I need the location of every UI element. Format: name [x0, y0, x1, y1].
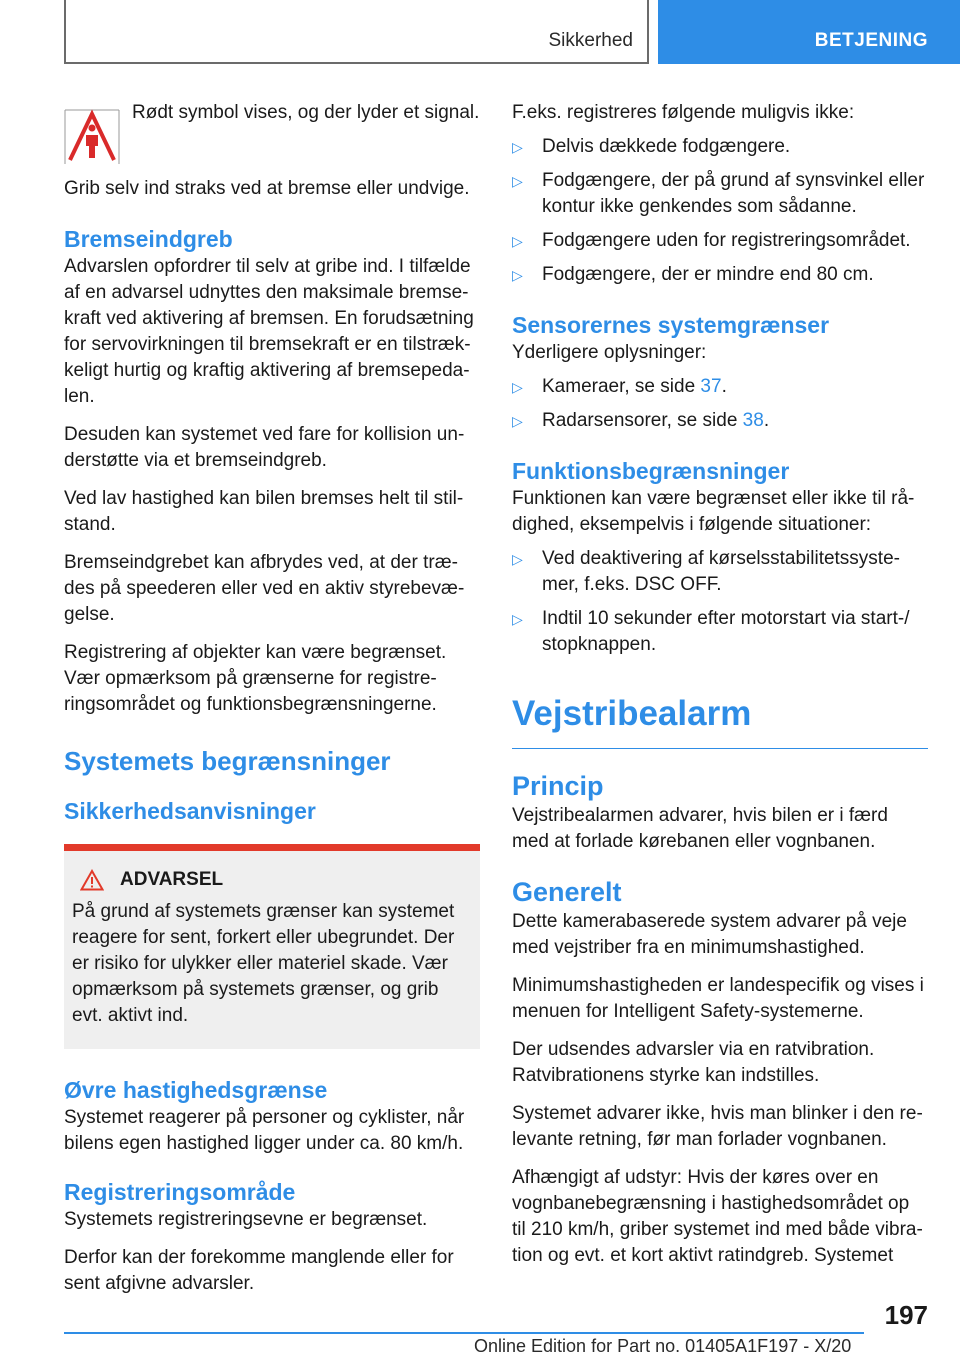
signal-text: Rødt symbol vises, og der lyder et signal. — [132, 102, 480, 123]
paragraph: Desuden kan systemet ved fare for kollision understøtte via et bremseindgreb. — [64, 424, 465, 471]
paragraph: Derfor kan der forekomme manglende eller for sent afgivne advarsler. — [64, 1247, 454, 1294]
list-item: ▷ Fodgængere, der på grund af synsvinkel eller kontur ikke genkendes som sådanne. — [512, 170, 925, 217]
right-column — [512, 100, 928, 1269]
list-triangle-icon: ▷ — [512, 233, 523, 249]
list-triangle-icon: ▷ — [512, 413, 523, 429]
page-link-radarsensorer[interactable]: 38 — [742, 410, 764, 431]
list-triangle-icon: ▷ — [512, 551, 523, 567]
warning-title: ADVARSEL — [120, 869, 224, 890]
heading-systemets-begraensninger: Systemets begrænsninger — [64, 746, 391, 776]
paragraph: Ved lav hastighed kan bilen bremses helt til stilstand. — [64, 488, 464, 535]
paragraph: Grib selv ind straks ved at bremse eller undvige. — [64, 178, 470, 199]
footer-rule — [64, 1332, 864, 1334]
paragraph: Systemets registreringsevne er begrænset. — [64, 1209, 428, 1230]
heading-rule — [512, 748, 928, 749]
list-item: ▷ Indtil 10 sekunder efter motorstart via start-/ stopknappen. — [512, 608, 910, 655]
paragraph: Minimumshastigheden er landespecifik og vises i menuen for Intelligent Safety-systemerne. — [512, 975, 924, 1022]
list-item: ▷ Delvis dækkede fodgængere. — [512, 134, 928, 160]
warning-box — [64, 844, 480, 1049]
paragraph: Vejstribealarmen advarer, hvis bilen er i færd med at forlade kørebanen eller vognbanen. — [512, 805, 888, 852]
left-column — [64, 100, 480, 1297]
header-chapter-box — [658, 0, 960, 64]
pedestrian-warning-icon — [64, 106, 120, 164]
page-link-kameraer[interactable]: 37 — [700, 376, 722, 397]
warning-title-row — [72, 869, 472, 891]
header-section-title: Sikkerhed — [548, 30, 633, 51]
list-item: ▷ Kameraer, se side 37. — [512, 374, 928, 400]
warning-triangle-icon — [80, 869, 104, 891]
bullet-list — [512, 374, 928, 434]
paragraph: Dette kamerabaserede system advarer på veje med vejstriber fra en minimumshastighed. — [512, 911, 907, 958]
list-triangle-icon: ▷ — [512, 267, 523, 283]
heading-princip: Princip — [512, 771, 604, 801]
heading-generelt: Generelt — [512, 877, 622, 907]
paragraph: Funktionen kan være begrænset eller ikke til rådighed, eksempelvis i følgende situationer: — [512, 488, 915, 535]
paragraph: Systemet reagerer på personer og cyklister, når bilens egen hastighed ligger under ca. 80 km/h. — [64, 1107, 465, 1154]
signal-row — [64, 100, 480, 164]
list-item: ▷ Fodgængere uden for registreringsområdet. — [512, 228, 928, 254]
list-item: ▷ Ved deaktivering af kørselsstabilitetssystemer, f.eks. DSC OFF. — [512, 548, 900, 595]
bullet-list — [512, 134, 928, 288]
heading-sikkerhedsanvisninger: Sikkerhedsanvisninger — [64, 798, 316, 824]
page-number: 197 — [884, 1300, 928, 1330]
paragraph: Yderligere oplysninger: — [512, 342, 707, 363]
header-section-box — [64, 0, 649, 64]
heading-vejstribealarm: Vejstribealarm — [512, 694, 752, 733]
list-triangle-icon: ▷ — [512, 611, 523, 627]
list-item: ▷ Radarsensorer, se side 38. — [512, 408, 928, 434]
paragraph: Systemet advarer ikke, hvis man blinker i den relevante retning, før man forlader vognbanen. — [512, 1103, 923, 1150]
paragraph: F.eks. registreres følgende muligvis ikke: — [512, 102, 855, 123]
footer-edition: Online Edition for Part no. 01405A1F197 - X/20 — [474, 1336, 852, 1356]
warning-text: På grund af systemets grænser kan systemet reagere for sent, forkert eller ubegrundet. Der er risiko for ulykker eller materiel skade. Vær opmærksom på systemets grænser, og grib evt. aktivt ind. — [72, 901, 455, 1026]
paragraph: Der udsendes advarsler via en ratvibration. Ratvibrationens styrke kan indstilles. — [512, 1039, 875, 1086]
bullet-list — [512, 546, 928, 658]
list-triangle-icon: ▷ — [512, 379, 523, 395]
list-item: ▷ Fodgængere, der er mindre end 80 cm. — [512, 262, 928, 288]
paragraph: Bremseindgrebet kan afbrydes ved, at der trædes på speederen eller ved en aktiv styrebevægelse. — [64, 552, 465, 625]
header-chapter-title: BETJENING — [814, 30, 928, 51]
paragraph: Afhængigt af udstyr: Hvis der køres over en vognbanebegrænsning i hastighedsområdet op til 210 km/h, griber systemet ind med både vibration og evt. et kort aktivt ratindgreb. Systemet — [512, 1167, 923, 1266]
heading-funktionsbegraensninger: Funktionsbegrænsninger — [512, 458, 790, 484]
heading-ovre-hastighedsgraense: Øvre hastighedsgrænse — [64, 1077, 328, 1103]
list-triangle-icon: ▷ — [512, 139, 523, 155]
heading-bremseindgreb: Bremseindgreb — [64, 226, 233, 252]
heading-sensorernes-systemgraenser: Sensorernes systemgrænser — [512, 312, 830, 338]
paragraph: Registrering af objekter kan være begrænset. Vær opmærksom på grænserne for registreringsområdet og funktionsbegrænsningerne. — [64, 642, 447, 715]
heading-registreringsomraade: Registreringsområde — [64, 1179, 296, 1205]
paragraph: Advarslen opfordrer til selv at gribe ind. I tilfælde af en advarsel udnyttes den maksimale bremsekraft ved aktivering af bremsen. En forudsætning for servovirkningen til bremsekraft er en tilstrækkeligt hurtig og kraftig aktivering af bremsepedalen. — [64, 256, 474, 407]
list-triangle-icon: ▷ — [512, 173, 523, 189]
